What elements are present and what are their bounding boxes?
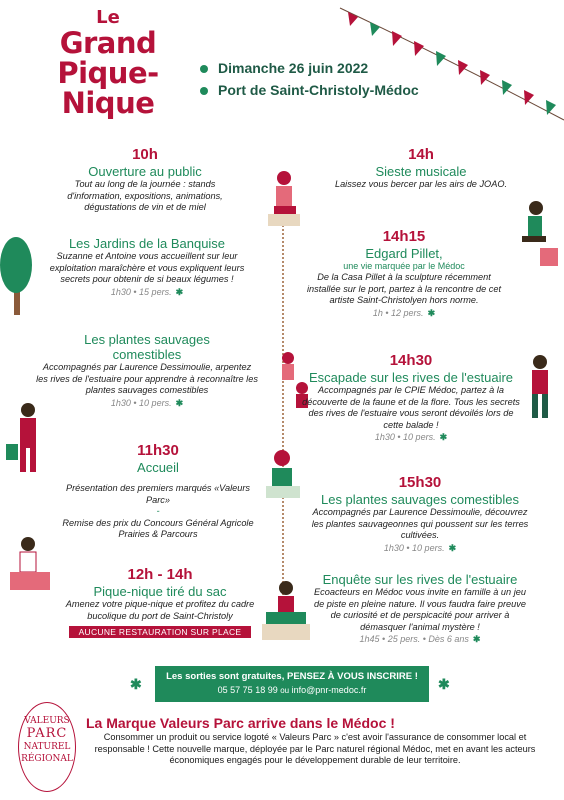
person-icon xyxy=(6,532,60,592)
person-icon xyxy=(262,448,306,504)
star-icon: ✱ xyxy=(438,676,450,692)
event-enquete: Enquête sur les rives de l'estuaire Ecoacteurs en Médoc vous invite en famille à un jeu de piste en pleine nature. Il vous faudra faire preuve de curiosité et de perspicacité pour arriver à démasquer l'animal mystère ! 1h45 • 25 pers. • Dès 6 ans ✱ xyxy=(314,572,526,644)
person-icon xyxy=(258,578,314,644)
person-icon xyxy=(520,352,560,422)
signup-banner: Les sorties sont gratuites, PENSEZ À VOUS INSCRIRE ! 05 57 75 18 99 ou info@pnr-medoc.fr xyxy=(155,666,429,702)
star-icon: ✱ xyxy=(175,286,184,297)
event-14h: 14h Sieste musicale Laissez vous bercer par les airs de JOAO. xyxy=(334,146,508,189)
event-plantes-1: Les plantes sauvages comestibles Accompagnés par Laurence Dessimoulie, arpentez les rives de l'estuaire pour apprendre à reconnaître les plantes sauvages comestibles 1h30 • 10 pers. ✱ xyxy=(36,332,258,408)
valeurs-parc-logo: VALEURS PARC NATUREL RÉGIONAL xyxy=(18,702,76,792)
star-icon: ✱ xyxy=(439,432,448,442)
event-10h: 10h Ouverture au public Tout au long de la journée : stands d'information, expositions, animations, dégustations de vin et de miel xyxy=(67,146,223,212)
event-11h30: 11h30 Accueil Présentation des premiers marqués «Valeurs Parc» - Remise des prix du Concours Général Agricole Prairies & Parcours xyxy=(62,442,254,539)
event-date: Dimanche 26 juin 2022 xyxy=(200,60,368,76)
timeline-line xyxy=(282,190,284,630)
email-link[interactable]: info@pnr-medoc.fr xyxy=(291,685,367,695)
event-jardins: Les Jardins de la Banquise Suzanne et Antoine vous accueillent sur leur exploitation maraîchère et vous expliquent leurs secrets pour obtenir de si beaux légumes ! 1h30 • 15 pers. ✱ xyxy=(49,236,245,297)
event-14h30: 14h30 Escapade sur les rives de l'estuaire Accompagnés par le CPIE Médoc, partez à la découverte de la faune et de la flore. Tous les secrets des rives de l'estuaire vous seront dévoilés lors de cette balade ! 1h30 • 10 pers. ✱ xyxy=(302,352,520,442)
star-icon: ✱ xyxy=(448,542,457,553)
star-icon: ✱ xyxy=(427,307,436,318)
tree-icon xyxy=(0,235,36,315)
event-15h30: 15h30 Les plantes sauvages comestibles Accompagnés par Laurence Dessimoulie, découvrez les plantes sauvageonnes qui poussent sur les terres cultivées. 1h30 • 10 pers. ✱ xyxy=(311,474,529,553)
person-icon xyxy=(510,198,560,270)
star-icon: ✱ xyxy=(175,397,184,408)
person-icon xyxy=(262,166,306,228)
star-icon: ✱ xyxy=(472,634,481,644)
star-icon: ✱ xyxy=(130,676,142,692)
event-place: Port de Saint-Christoly-Médoc xyxy=(200,82,419,98)
bunting-icon xyxy=(330,0,564,130)
event-14h15: 14h15 Edgard Pillet, une vie marquée par le Médoc De la Casa Pillet à la sculpture récemment installée sur le port, partez à la rencontre de cet artiste Saint-Christolyen hors norme. 1h • 12 pers. ✱ xyxy=(306,228,502,318)
marque-title: La Marque Valeurs Parc arrive dans le Médoc ! xyxy=(86,715,395,731)
event-picnic: 12h - 14h Pique-nique tiré du sac Amenez votre pique-nique et profitez du cadre bucolique du port de Saint-Christoly AUCUNE RESTAURATION SUR PLACE xyxy=(65,566,255,637)
person-icon xyxy=(4,400,48,474)
marque-text: Consommer un produit ou service logoté « Valeurs Parc » c'est avoir l'assurance de consommer local et responsable ! Cette nouvelle marque, déployée par le Parc naturel régional Médoc, met en avant les acteurs économiques engagés pour le développement durable de leur territoire. xyxy=(94,732,536,765)
event-title: Le Grand Pique- Nique xyxy=(57,7,159,120)
